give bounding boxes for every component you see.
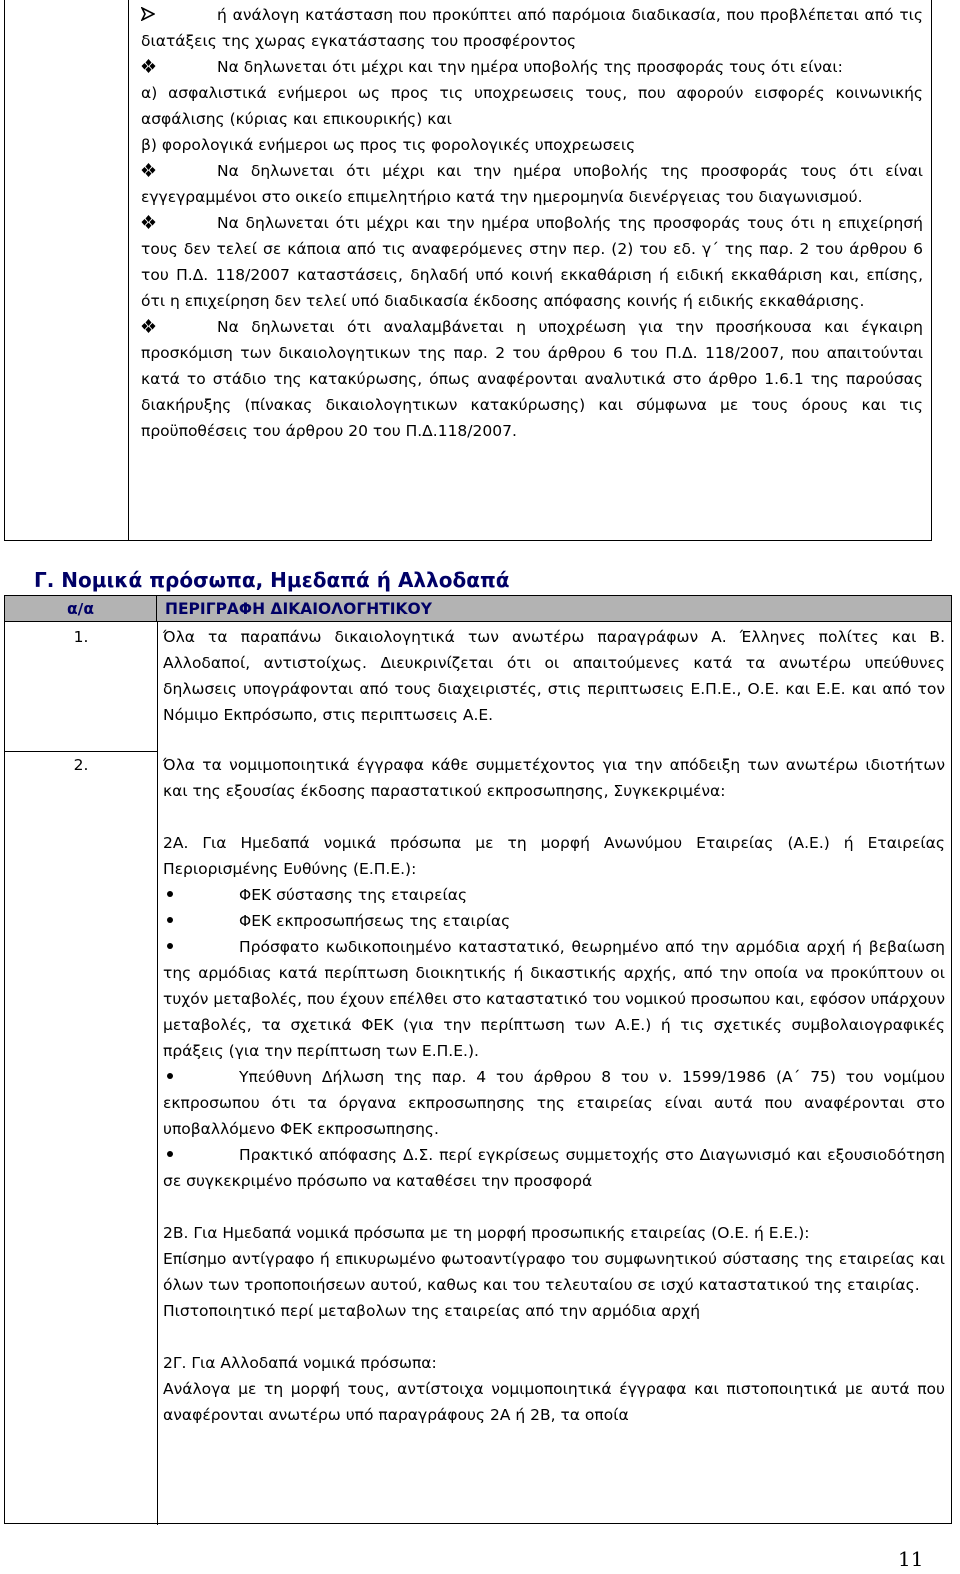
round-bullet-icon bbox=[163, 1142, 239, 1168]
diamond-bullet-icon bbox=[141, 54, 217, 80]
subsection-2c-text: Ανάλογα με τη μορφή τους, αντίστοιχα νομιμοποιητικά έγγραφα και πιστοποιητικά με αυτά που αναφέρονται ανωτέρω υπό παραγράφους 2Α ή 2Β, τα οποία bbox=[163, 1380, 945, 1424]
row-number: 1. bbox=[73, 628, 89, 646]
row-content bbox=[163, 752, 945, 1428]
subsection-2b-text: Επίσημο αντίγραφο ή επικυρωμένο φωτοαντίγραφο του συμφωνητικού σύστασης της εταιρείας και όλων των τροποποιήσεων αυτού, καθως και του τελευταίου σε ισχύ καταστατικού της εταιρίας. bbox=[163, 1250, 945, 1294]
requirements-content bbox=[129, 0, 931, 444]
row2-intro: Όλα τα νομιμοποιητικά έγγραφα κάθε συμμετέχοντος για την απόδειξη των ανωτέρω ιδιοτήτων και της εξουσίας έκδοσης παραστατικού εκπροσωπησης, Συγκεκριμένα: bbox=[163, 756, 945, 800]
list-item: Πρόσφατο κωδικοποιημένο καταστατικό, θεωρημένο από την αρμόδια αρχή ή βεβαίωση της αρμόδιας κατά περίπτωση διοικητικής ή δικαστικής αρχής, από την οποία να προκύπτουν οι τυχόν μεταβολές, που έχουν επέλθει στο καταστατικό του νομικού προσωπου και, εφόσον υπάρχουν μεταβολές, τα σχετικά ΦΕΚ (για την περίπτωση των Α.Ε.) ή τις σχετικές συμβολαιογραφικές πράξεις (για την περίπτωση των Ε.Π.Ε.). bbox=[163, 934, 945, 1064]
page-number: 11 bbox=[898, 1547, 924, 1571]
list-item: Υπεύθυνη Δήλωση της παρ. 4 του άρθρου 8 του ν. 1599/1986 (Α΄ 75) του νομίμου εκπροσωπου ότι τα όργανα εκπροσωπησης της εταιρείας είναι αυτά που αναφέρονται στο υποβαλλόμενο ΦΕΚ εκπροσωπησης. bbox=[163, 1064, 945, 1142]
subsection-2c-title: 2Γ. Για Αλλοδαπά νομικά πρόσωπα: bbox=[163, 1354, 437, 1372]
requirement-item-2a: α) ασφαλιστικά ενήμεροι ως προς τις υποχρεωσεις τους, που αφορούν εισφορές κοινωνικής ασφάλισης (κύριας και επικουρικής) και bbox=[141, 84, 923, 128]
round-bullet-icon bbox=[163, 908, 239, 934]
diamond-bullet-icon bbox=[141, 314, 217, 340]
requirement-item-3: Να δηλωνεται ότι μέχρι και την ημέρα υποβολής της προσφοράς τους ότι είναι εγγεγραμμένοι στο οικείο επιμελητήριο κατά την ημερομηνία διενέργειας του διαγωνισμού. bbox=[141, 158, 923, 210]
header-index: α/α bbox=[5, 596, 157, 622]
requirement-item-4: Να δηλωνεται ότι μέχρι και την ημέρα υποβολής της προσφοράς τους ότι η επιχείρησή τους δεν τελεί σε κάποια από τις αναφερόμενες στην περ. (2) του εδ. γ΄ της παρ. 2 του άρθρου 6 του Π.Δ. 118/2007 καταστάσεις, δηλαδή υπό κοινή εκκαθάριση ή ειδική εκκαθάριση και, επίσης, ότι η επιχείρηση δεν τελεί υπό διαδικασία έκδοσης απόφασης κοινής ή ειδικής εκκαθάρισης. bbox=[141, 210, 923, 314]
round-bullet-icon bbox=[163, 1064, 239, 1090]
left-empty-column bbox=[5, 0, 129, 540]
requirement-item-5: Να δηλωνεται ότι αναλαμβάνεται η υποχρέωση για την προσήκουσα και έγκαιρη προσκόμιση των δικαιολογητικων της παρ. 2 του άρθρου 6 του Π.Δ. 118/2007, που απαιτούνται κατά το στάδιο της κατακύρωσης, όπως αναφέρονται αναλυτικά στο άρθρο 1.6.1 της παρούσας διακήρυξης (πίνακας δικαιολογητικων κατακύρωσης) και σύμφωνα με τους όρους και τις προϋποθέσεις του άρθρου 20 του Π.Δ.118/2007. bbox=[141, 314, 923, 444]
diamond-bullet-icon bbox=[141, 210, 217, 236]
column-divider bbox=[157, 622, 158, 1525]
diamond-bullet-icon bbox=[141, 158, 217, 184]
requirement-item-2b: β) φορολογικά ενήμεροι ως προς τις φορολογικές υποχρεωσεις bbox=[141, 136, 636, 154]
arrow-bullet-icon bbox=[141, 2, 217, 28]
list-item: ΦΕΚ σύστασης της εταιρείας bbox=[163, 882, 945, 908]
header-description: ΠΕΡΙΓΡΑΦΗ ΔΙΚΑΙΟΛΟΓΗΤΙΚΟΥ bbox=[165, 600, 432, 618]
section-title: Γ. Νομικά πρόσωπα, Ημεδαπά ή Αλλοδαπά bbox=[34, 568, 510, 592]
subsection-2a-title: 2Α. Για Ημεδαπά νομικά πρόσωπα με τη μορφή Ανωνύμου Εταιρείας (Α.Ε.) ή Εταιρείας Περιορισμένης Ευθύνης (Ε.Π.Ε.): bbox=[163, 834, 945, 878]
table-header bbox=[5, 596, 951, 622]
row-number: 2. bbox=[73, 756, 89, 774]
requirement-item-2: Να δηλωνεται ότι μέχρι και την ημέρα υποβολής της προσφοράς τους ότι είναι: bbox=[141, 54, 923, 80]
documents-table bbox=[4, 595, 952, 1524]
row1-text: Όλα τα παραπάνω δικαιολογητικά των ανωτέρω παραγράφων Α. Έλληνες πολίτες και Β. Αλλοδαποί, αντιστοίχως. Διευκρινίζεται ότι οι απαιτούμενες κατά τα ανωτέρω υπεύθυνες δηλωσεις υπογράφονται από τους διαχειριστές, στις περιπτωσεις Ε.Π.Ε., Ο.Ε. και Ε.Ε. και από τον Νόμιμο Εκπρόσωπο, στις περιπτωσεις Α.Ε. bbox=[163, 628, 945, 724]
list-item: ΦΕΚ εκπροσωπήσεως της εταιρίας bbox=[163, 908, 945, 934]
requirement-item-1: ή ανάλογη κατάσταση που προκύπτει από παρόμοια διαδικασία, που προβλέπεται από τις διατάξεις της χωρας εγκατάστασης του προσφέροντος bbox=[141, 2, 923, 54]
top-requirements-box bbox=[4, 0, 932, 541]
subsection-2b-text-2: Πιστοποιητικό περί μεταβολων της εταιρείας από την αρμόδια αρχή bbox=[163, 1302, 701, 1320]
row-content bbox=[163, 624, 945, 728]
round-bullet-icon bbox=[163, 882, 239, 908]
subsection-2b-title: 2Β. Για Ημεδαπά νομικά πρόσωπα με τη μορφή προσωπικής εταιρείας (Ο.Ε. ή Ε.Ε.): bbox=[163, 1224, 810, 1242]
list-item: Πρακτικό απόφασης Δ.Σ. περί εγκρίσεως συμμετοχής στο Διαγωνισμό και εξουσιοδότηση σε συγκεκριμένο πρόσωπο να καταθέσει την προσφορά bbox=[163, 1142, 945, 1194]
round-bullet-icon bbox=[163, 934, 239, 960]
